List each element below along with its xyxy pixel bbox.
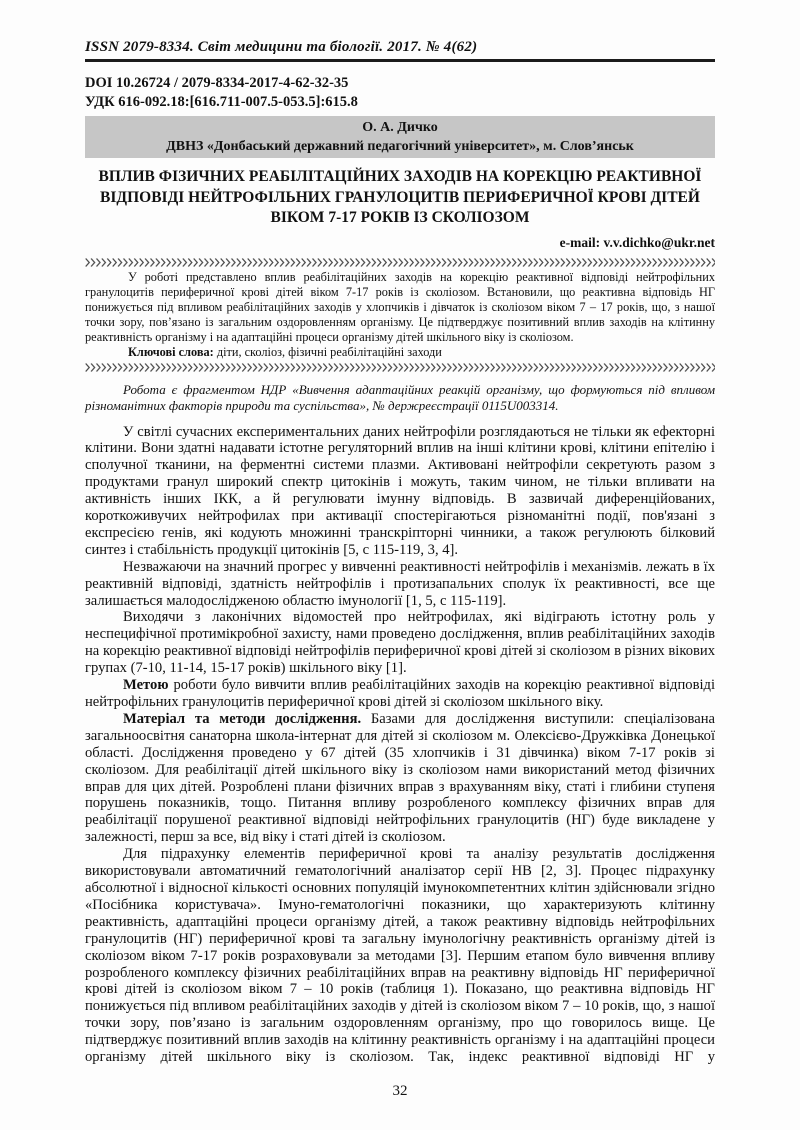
doi-line: DOI 10.26724 / 2079-8334-2017-4-62-32-35 — [85, 75, 349, 91]
keywords-line — [85, 345, 715, 360]
article-body — [85, 424, 715, 1066]
abstract-block — [85, 270, 715, 360]
author-name: О. А. Дичко — [362, 120, 438, 135]
keywords-text: діти, сколіоз, фізичні реабілітаційні заходи — [213, 344, 442, 359]
author-affiliation: ДВНЗ «Донбаський державний педагогічний університет», м. Слов’янськ — [166, 139, 634, 154]
page-number: 32 — [392, 1082, 408, 1099]
header-double-rule — [85, 59, 715, 62]
hatch-divider-bottom — [85, 363, 715, 372]
body-paragraph: У світлі сучасних експериментальних даних нейтрофіли розглядаються не тільки як ефекторні клітини. Вони здатні надавати істотне регуляторний вплив на інші клітини крові, клітини епітелію і сполучної тканини, на ферментні системи плазми. Активовані нейтрофіли секретують разом з продуктами гранул широкий спектр цитокінів і можуть, таким чином, не тільки впливати на активність інших ІКК, а й регулювати імунну відповідь. В зазвичай диференційованих, короткоживучих нейтрофилах при активації спостерігаються різноманітні події, пов'язані з експресією генів, які кодують множинні транскріпторні чинники, а також регулюють білковий синтез і стабільність продукції цитокінів [5, с 115-119, 3, 4]. — [85, 423, 715, 558]
keywords-label: Ключові слова: — [128, 344, 214, 359]
hatch-divider-top — [85, 258, 715, 267]
body-paragraph: Матеріал та методи дослідження. Базами для дослідження виступили: спеціалізована загальноосвітня санаторна школа-інтернат для дітей зі сколіозом м. Олексієво-Дружківка Донецької області. Дослідження проведено у 67 дітей (35 хлопчиків і 31 дівчинка) віком 7-17 років зі сколіозом. Для реабілітації дітей шкільного віку із сколіозом нами використаний метод фізичних вправ для цих дітей. Розроблені плани фізичних вправ з врахуванням віку, статі і глибини ступеня порушень показників, тощо. Питання впливу розробленого комплексу фізичних вправ для реабілітації порушеної реактивної відповіді нейтрофільних гранулоцитів (НГ) буде викладене у залежності, перш за все, від віку і статі дітей із сколіозом. — [85, 710, 715, 846]
doi-udk-block — [85, 74, 715, 111]
email-line: e-mail: v.v.dichko@ukr.net — [559, 234, 715, 250]
body-paragraph: Виходячи з лаконічних відомостей про нейтрофилах, які відіграють істотну роль у неспецифічної протимікробної захисту, нами проведено дослідження, вплив реабілітаційних заходів на корекцію реактивної відповіді нейтрофілів периферичної крові дітей зі сколіозом в різних вікових групах (7-10, 11-14, 15-17 років) шкільного віку [1]. — [85, 609, 715, 677]
body-paragraph: Незважаючи на значний прогрес у вивченні реактивності нейтрофілів і механізмів. лежать в їх реактивній відповіді, здатність нейтрофілів і протизапальних сполук їх реактивності, все ще залишається малодослідженою областю імунології [1, 5, с 115-119]. — [85, 558, 715, 609]
journal-issn-header: ISSN 2079-8334. Світ медицини та біології. 2017. № 4(62) — [85, 39, 478, 55]
author-box — [85, 116, 715, 158]
article-title: ВПЛИВ ФІЗИЧНИХ РЕАБІЛІТАЦІЙНИХ ЗАХОДІВ НА КОРЕКЦІЮ РЕАКТИВНОЇ ВІДПОВІДІ НЕЙТРОФІЛЬНИХ ГРАНУЛОЦИТІВ ПЕРИФЕРИЧНОЇ КРОВІ ДІТЕЙ ВІКОМ 7-17 РОКІВ ІЗ СКОЛІОЗОМ — [98, 168, 702, 226]
abstract-text: У роботі представлено вплив реабілітаційних заходів на корекцію реактивної відповіді нейтрофільних гранулоцитів периферичної крові дітей віком 7-17 років із сколіозом. Встановили, що реактивна відповідь НГ понижується під впливом реабілітаційних заходів у хлопчиків і дівчаток із сколіозом віком 7 – 17 років, що, з нашої точки зору, пов’язано із загальним оздоровленням організму. Це підтверджує позитивний вплив заходів на клітинну реактивність організму і на адаптаційні процеси організму дітей шкільного віку із сколіозом. — [85, 269, 715, 344]
body-paragraph: Метою роботи було вивчити вплив реабілітаційних заходів на корекцію реактивної відповіді нейтрофільних гранулоцитів периферичної крові дітей зі сколіозом шкільного віку. — [85, 677, 715, 710]
body-paragraph: Для підрахунку елементів периферичної крові та аналізу результатів дослідження використовували автоматичний гематологічний аналізатор серії НВ [2, 3]. Процес підрахунку абсолютної і відносної кількості основних популяцій імунокомпетентних клітин здійснювали згідно «Посібника користувача». Імуно-гематологічні показники, що характеризують клітинну реактивність, адаптаційні процеси організму дітей, а також реактивну відповідь нейтрофільних гранулоцитів (НГ) периферичної крові та загальну імунологічну реактивність організму дітей із сколіозом віком 7-17 років розраховували за методами [3]. Першим етапом було вивчення впливу розробленого комплексу фізичних реабілітаційних вправ на реактивну відповідь НГ периферичної крові дітей із сколіозом віком 7 – 10 років (таблиця 1). Показано, що реактивна відповідь НГ понижується під впливом реабілітаційних заходів у дітей із сколіозом віком 7 – 10 років, що, з нашої точки зору, пов’язано із загальним оздоровленням організму, про що говорилось вище. Це підтверджує позитивний вплив заходів на клітинну реактивність організму і на адаптаційні процеси організму дітей шкільного віку із сколіозом. Так, індекс реактивної відповіді НГ у — [85, 846, 715, 1066]
ndr-note: Робота є фрагментом НДР «Вивчення адаптаційних реакцій організму, що формуються під впливом різноманітних факторів природи та суспільства», № держреєстрації 0115U003314. — [85, 381, 715, 413]
udk-line: УДК 616-092.18:[616.711-007.5-053.5]:615.8 — [85, 93, 358, 110]
